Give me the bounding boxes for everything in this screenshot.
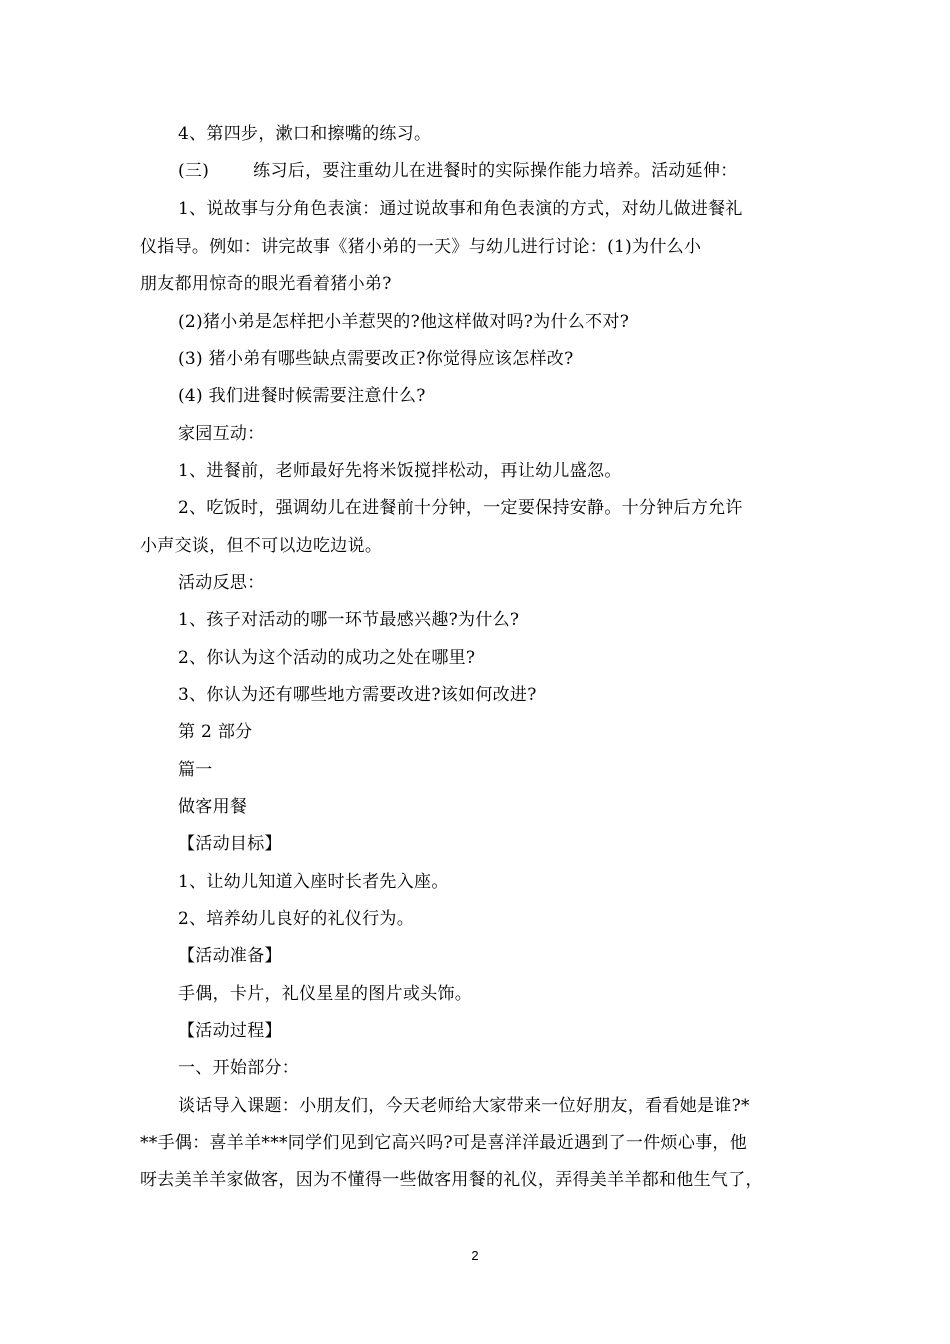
text-line: 呀去美羊羊家做客，因为不懂得一些做客用餐的礼仪，弄得美羊羊都和他生气了， — [140, 1170, 763, 1190]
chapter-heading: 篇一 — [178, 760, 213, 780]
text-line — [178, 160, 738, 182]
text-line: 1、孩子对活动的哪一环节最感兴趣?为什么? — [178, 610, 520, 630]
section-heading: 【活动准备】 — [178, 946, 282, 966]
text-line: 仪指导。例如：讲完故事《猪小弟的一天》与幼儿进行讨论：(1)为什么小 — [140, 237, 702, 257]
section-heading: 【活动过程】 — [178, 1021, 282, 1041]
text-line: 2、吃饭时，强调幼儿在进餐前十分钟，一定要保持安静。十分钟后方允许 — [178, 498, 743, 518]
text-line: 小声交谈，但不可以边吃边说。 — [140, 536, 383, 556]
text-line: 2、你认为这个活动的成功之处在哪里? — [178, 648, 476, 668]
section-heading: 活动反思： — [178, 573, 265, 593]
part-heading: 第 2 部分 — [178, 722, 253, 742]
text-line: 4、第四步，漱口和擦嘴的练习。 — [178, 124, 432, 144]
text-line: **手偶：喜羊羊***同学们见到它高兴吗?可是喜洋洋最近遇到了一件烦心事，他 — [140, 1133, 748, 1153]
text-line: 2、培养幼儿良好的礼仪行为。 — [178, 909, 415, 929]
text-line: 1、让幼儿知道入座时长者先入座。 — [178, 872, 449, 892]
lesson-title: 做客用餐 — [178, 797, 248, 817]
text-line: (4) 我们进餐时候需要注意什么? — [178, 386, 426, 406]
text-line: 一、开始部分： — [178, 1058, 300, 1078]
text-line: 1、说故事与分角色表演：通过说故事和角色表演的方式，对幼儿做进餐礼 — [178, 199, 743, 219]
text-line: (3) 猪小弟有哪些缺点需要改正?你觉得应该怎样改? — [178, 349, 574, 369]
text-line-content: 练习后，要注重幼儿在进餐时的实际操作能力培养。活动延伸： — [253, 161, 738, 181]
text-line: (2)猪小弟是怎样把小羊惹哭的?他这样做对吗?为什么不对? — [178, 312, 630, 332]
page-number: 2 — [471, 1248, 479, 1263]
text-line: 手偶，卡片，礼仪星星的图片或头饰。 — [178, 984, 473, 1004]
text-line: 3、你认为还有哪些地方需要改进?该如何改进? — [178, 685, 537, 705]
list-marker: (三) — [178, 161, 210, 181]
section-heading: 家园互动： — [178, 424, 265, 444]
section-heading: 【活动目标】 — [178, 834, 282, 854]
text-line: 谈话导入课题：小朋友们，今天老师给大家带来一位好朋友，看看她是谁?* — [178, 1096, 750, 1116]
text-line: 朋友都用惊奇的眼光看着猪小弟? — [140, 274, 392, 294]
text-line: 1、进餐前，老师最好先将米饭搅拌松动，再让幼儿盛忽。 — [178, 461, 622, 481]
